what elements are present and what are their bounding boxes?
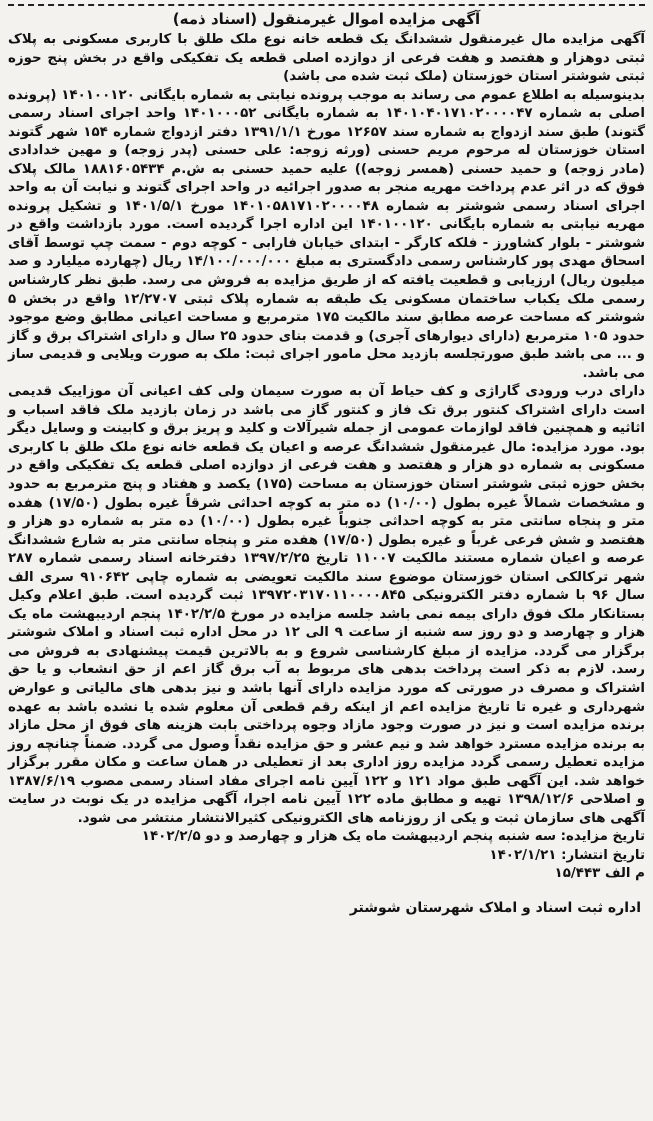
notice-paragraph-1: بدینوسیله به اطلاع عموم می رساند به موجب پرونده نیابتی به شماره بایگانی ۱۴۰۱۰۰۱۲۰ (پرونده اصلی به شماره ۱۴۰۱۰۴۰۱۷۱۰۲۰۰۰۰۴۷ به شماره بایگانی ۱۴۰۱۰۰۰۵۲ واحد اجرای اسناد رسمی گتوند) طبق سند ازدواج به شماره سند ۱۲۶۵۷ مورخ ۱۳۹۱/۱/۱ دفتر ازدواج شماره ۱۵۴ شهر گتوند استان خوزستان له مرحوم مریم حسنی (ورثه زوجه: علی حسنی (پدر زوجه) و مهین خدادادی (مادر زوجه) و حمید حسنی (همسر زوجه)) علیه حمید حسنی به ش.م ۱۸۸۱۶۰۵۴۳۴ مالک پلاک فوق که در اثر عدم پرداخت مهریه منجر به صدور اجرائیه در واحد اجرای گتوند و نیابت آن به واحد اجرای اسناد رسمی شوشتر به شماره ۱۴۰۱۰۵۸۱۷۱۰۲۰۰۰۰۴۸ مورخ ۱۴۰۱/۵/۱ و تشکیل پرونده مهریه نیابتی به شماره بایگانی ۱۴۰۱۰۰۱۲۰ این اداره اجرا گردیده است. مورد بازداشت واقع در شوشتر - بلوار کشاورز - فلکه کارگر - ابتدای خیابان فارابی - کوچه دوم - سمت چپ توسط آقای اسحاق مهدی پور کارشناس رسمی دادگستری به مبلغ ۱۴/۱۰۰/۰۰۰/۰۰۰ ریال (چهارده میلیارد و صد میلیون ریال) ارزیابی و قطعیت یافته که از طریق مزایده به فروش می رسد. طبق نظر کارشناس رسمی ملک یکباب ساختمان مسکونی یک طبقه به شماره پلاک ثبتی ۱۲/۲۷۰۷ واقع در بخش ۵ شوشتر که مساحت عرصه مطابق سند مالکیت ۱۷۵ مترمربع و مساحت اعیانی مطابق وضع موجود حدود ۱۰۵ مترمربع (دارای دیوارهای آجری) و قدمت بنای حدود ۲۵ سال و دارای اشتراک برق و گاز و ... می باشد طبق صورتجلسه بازدید محل مامور اجرای ثبت: ملک به صورت ویلایی و قدیمی ساز می باشد. xyxy=(8,87,646,381)
top-divider xyxy=(8,4,645,9)
auction-date: تاریخ مزایده: سه شنبه پنجم اردیبهشت ماه یک هزار و چهارصد و دو ۱۴۰۲/۲/۵ xyxy=(141,829,645,845)
notice-paragraph-2: دارای درب ورودی گاراژی و کف حیاط آن به صورت سیمان ولی کف اعیانی آن موزاییک قدیمی است دارای اشتراک کنتور برق تک فاز و کنتور گاز می باشد در زمان بازدید ملک فاقد اسباب و اثاثیه و همچنین فاقد لوازمات عمومی از جمله شیرآلات و کلید و پریز برق و کابینت و وسایل دیگر بود. مورد مزایده: مال غیرمنقول ششدانگ عرصه و اعیان یک قطعه خانه نوع ملک طلق با کاربری مسکونی به شماره دو هزار و هفتصد و هفت فرعی از دوازده اصلی قطعه یک تفکیکی واقع در بخش حوزه ثبتی شوشتر استان خوزستان به مساحت (۱۷۵) یکصد و هفتاد و پنج مترمربع به حدود و مشخصات شمالاً غیره بطول (۱۰/۰۰) ده متر به کوچه احداثی شرقاً غیره بطول (۱۷/۵۰) هفده متر و پنجاه سانتی متر به کوچه احداثی جنوباً غیره بطول (۱۰/۰۰) ده متر به شماره دو هزار و هفتصد و شش فرعی غرباً و غیره بطول (۱۷/۵۰) هفده متر و پنجاه سانتی متر به شارع ششدانگ عرصه و اعیان شماره مستند مالکیت ۱۱۰۰۷ تاریخ ۱۳۹۷/۲/۲۵ دفترخانه اسناد رسمی شماره ۲۸۷ شهر ترکالکی استان خوزستان موضوع سند مالکیت تعویضی به شماره چاپی ۹۱۰۶۴۲ سری الف سال ۹۶ با شماره دفتر الکترونیکی ۱۳۹۷۲۰۳۱۷۰۱۱۰۰۰۰۸۴۵ ثبت گردیده است. طبق اعلام وکیل بستانکار ملک فوق دارای بیمه نمی باشد جلسه مزایده در مورخ ۱۴۰۲/۲/۵ پنجم اردیبهشت ماه یک هزار و چهارصد و دو روز سه شنبه از ساعت ۹ الی ۱۲ در محل اداره ثبت اسناد و املاک شوشتر برگزار می گردد. مزایده از مبلغ کارشناسی شروع و به بالاترین قیمت پیشنهادی به فروش می رسد. لازم به ذکر است پرداخت بدهی های مربوط به آب برق گاز اعم از حق انشعاب و یا حق اشتراک و مصرف در صورتی که مورد مزایده دارای آنها باشد و نیز بدهی های مالیاتی و عوارض شهرداری و غیره تا تاریخ مزایده اعم از اینکه رقم قطعی آن معلوم شده یا نشده باشد به عهده برنده مزایده است و نیز در صورت وجود مازاد وجوه پرداختی بابت هزینه های فوق از محل مازاد به برنده مزایده مسترد خواهد شد و نیم عشر و حق مزایده نقداً وصول می گردد. ضمناً چنانچه روز مزایده تعطیل رسمی گردد مزایده روز اداری بعد از تعطیلی در همان ساعت و مکان مقرر برگزار خواهد شد. این آگهی طبق مواد ۱۲۱ و ۱۲۲ آیین نامه اجرای مفاد اسناد رسمی مصوب ۱۳۸۷/۶/۱۹ و اصلاحی ۱۳۹۸/۱۲/۶ تهیه و مطابق ماده ۱۲۲ آیین نامه اجرا، آگهی مزایده در یک نوبت در سایت آگهی های سازمان ثبت و یکی از روزنامه های الکترونیکی کثیرالانتشار منتشر می شود. xyxy=(8,384,646,826)
publish-date: تاریخ انتشار: ۱۴۰۲/۱/۲۱ xyxy=(489,847,645,863)
notice-code: م الف ۱۵/۴۴۳ xyxy=(554,866,645,882)
issuer-signature: اداره ثبت اسناد و املاک شهرستان شوشتر xyxy=(349,899,641,916)
notice-subtitle: آگهی مزایده مال غیرمنقول ششدانگ یک قطعه خانه نوع ملک طلق با کاربری مسکونی به پلاک ثبتی دوهزار و هفتصد و هفت فرعی از دوازده اصلی قطعه یک تفکیکی واقع در بخش پنج حوزه ثبتی شوشتر استان خوزستان (ملک ثبت شده می باشد) xyxy=(8,32,645,84)
notice-title: آگهی مزایده اموال غیرمنقول (اسناد ذمه) xyxy=(172,10,481,28)
